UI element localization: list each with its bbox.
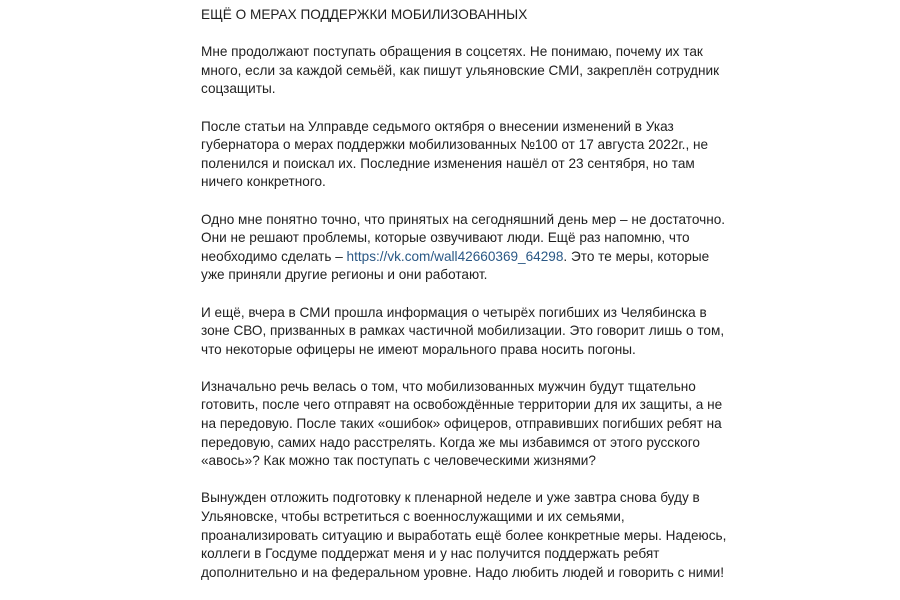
text-fragment: . Это те меры, которые [563,248,710,264]
text-line: ничего конкретного. [201,174,326,190]
text-line: поленился и поискал их. Последние изменения нашёл от 23 сентября, но там [201,155,695,171]
text-line: губернатора о мерах поддержки мобилизованных №100 от 17 августа 2022г., не [201,137,709,153]
text-line: После статьи на Улправде седьмого октября о внесении изменений в Указ [201,118,674,134]
text-line: коллеги в Госдуме поддержат меня и у нас получится поддержать ребят [201,546,660,562]
paragraph-2 [201,118,709,192]
text-line: Ульяновске, чтобы встретиться с военнослужащими и их семьями, [201,509,625,525]
text-line: Они не решают проблемы, которые озвучивают люди. Ещё раз напомню, что [201,230,690,246]
spacer [201,285,701,304]
text-line: что некоторые офицеры не имеют морального права носить погоны. [201,341,636,357]
spacer [201,25,701,44]
text-line: передовую, самих надо расстрелять. Когда же мы избавимся от этого русского [201,434,700,450]
text-line: Изначально речь велась о том, что мобилизованных мужчин будут тщательно [201,378,696,394]
spacer [201,471,701,490]
paragraph-5 [201,378,723,471]
text-line: Одно мне понятно точно, что принятых на сегодняшний день мер – не достаточно. [201,211,726,227]
text-line: «авось»? Как можно так поступать с человеческими жизнями? [201,453,596,469]
post [201,6,727,582]
text-fragment: необходимо сделать – [201,248,347,264]
text-line-with-link [201,248,710,267]
spacer [201,99,701,118]
text-line: дополнительно и на федеральном уровне. Надо любить людей и говорить с ними! [201,564,725,580]
text-line: проанализировать ситуацию и выработать ещё более конкретные меры. Надеюсь, [201,527,727,543]
spacer [201,359,701,378]
text-line: готовить, после чего отправят на освобождённые территории для их защиты, а не [201,397,723,413]
wall-post-link[interactable]: https://vk.com/wall42660369_64298 [346,248,564,264]
spacer [201,192,701,211]
text-line: зоне СВО, призванных в рамках частичной мобилизации. Это говорит лишь о том, [201,323,725,339]
text-line: на передовую. После таких «ошибок» офицеров, отправивших погибших ребят на [201,416,722,432]
text-line: Вынужден отложить подготовку к пленарной неделе и уже завтра снова буду в [201,490,700,506]
text-line: много, если за каждой семьёй, как пишут ульяновские СМИ, закреплён сотрудник [201,62,720,78]
text-line: И ещё, вчера в СМИ прошла информация о четырёх погибших из Челябинска в [201,304,707,320]
paragraph-4 [201,304,725,360]
text-line: Мне продолжают поступать обращения в соцсетях. Не понимаю, почему их так [201,44,703,60]
text-line: уже приняли другие регионы и они работают. [201,267,488,283]
post-title: ЕЩЁ О МЕРАХ ПОДДЕРЖКИ МОБИЛИЗОВАННЫХ [201,7,528,22]
text-line: соцзащиты. [201,81,276,97]
paragraph-1 [201,43,720,99]
paragraph-3 [201,211,726,285]
paragraph-6 [201,489,727,582]
